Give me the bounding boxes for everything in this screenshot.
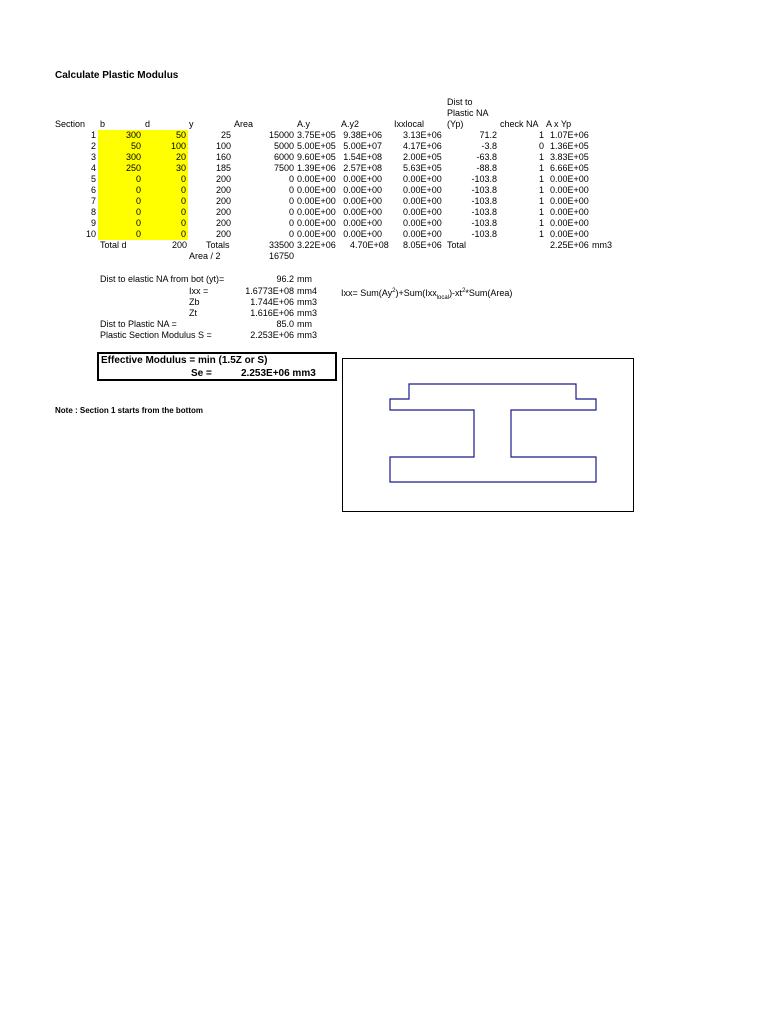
total-area: 33500 bbox=[268, 240, 294, 250]
cell-ay: 3.75E+05 bbox=[297, 130, 336, 140]
total-d-label: Total d bbox=[100, 240, 127, 250]
cell-check-na: 1 bbox=[538, 207, 544, 217]
plastic-modulus-label: Plastic Section Modulus S = bbox=[100, 330, 212, 340]
cell-d[interactable]: 0 bbox=[143, 229, 188, 240]
cell-section: 5 bbox=[90, 174, 96, 184]
cell-d[interactable]: 20 bbox=[143, 152, 188, 163]
ixx-unit: mm4 bbox=[297, 286, 317, 296]
cell-yp: -3.8 bbox=[481, 141, 497, 151]
zb-unit: mm3 bbox=[297, 297, 317, 307]
cell-b[interactable]: 300 bbox=[98, 130, 143, 141]
cell-area: 15000 bbox=[268, 130, 294, 140]
table-row bbox=[0, 152, 768, 163]
table-row bbox=[0, 185, 768, 196]
cell-check-na: 1 bbox=[538, 218, 544, 228]
cell-ay2: 0.00E+00 bbox=[343, 218, 382, 228]
cell-ay2: 0.00E+00 bbox=[343, 196, 382, 206]
cell-section: 9 bbox=[90, 218, 96, 228]
half-area-value: 16750 bbox=[268, 251, 294, 261]
cell-ixxlocal: 0.00E+00 bbox=[403, 185, 442, 195]
cell-check-na: 1 bbox=[538, 152, 544, 162]
cell-y: 200 bbox=[215, 207, 231, 217]
half-area-label: Area / 2 bbox=[189, 251, 221, 261]
cross-section-diagram bbox=[342, 358, 634, 512]
table-row bbox=[0, 207, 768, 218]
yt-unit: mm bbox=[297, 274, 312, 284]
cell-a-x-yp: 0.00E+00 bbox=[550, 207, 589, 217]
cell-y: 200 bbox=[215, 174, 231, 184]
cell-area: 0 bbox=[288, 174, 294, 184]
cell-area: 0 bbox=[288, 229, 294, 239]
cell-ixxlocal: 0.00E+00 bbox=[403, 196, 442, 206]
cell-ay: 0.00E+00 bbox=[297, 174, 336, 184]
cell-d[interactable]: 100 bbox=[143, 141, 188, 152]
diagram-frame bbox=[343, 359, 634, 512]
ixx-label: Ixx = bbox=[189, 286, 209, 296]
cell-area: 0 bbox=[288, 207, 294, 217]
cell-y: 160 bbox=[215, 152, 231, 162]
cell-ixxlocal: 2.00E+05 bbox=[403, 152, 442, 162]
cell-ay2: 2.57E+08 bbox=[343, 163, 382, 173]
cell-a-x-yp: 0.00E+00 bbox=[550, 196, 589, 206]
total-d-value: 200 bbox=[171, 240, 187, 250]
cell-check-na: 1 bbox=[538, 229, 544, 239]
cell-a-x-yp: 3.83E+05 bbox=[550, 152, 589, 162]
cell-b[interactable]: 0 bbox=[98, 196, 143, 207]
cell-yp: -103.8 bbox=[471, 174, 497, 184]
cell-ay2: 9.38E+06 bbox=[343, 130, 382, 140]
cell-check-na: 1 bbox=[538, 130, 544, 140]
cell-yp: 71.2 bbox=[479, 130, 497, 140]
cell-y: 200 bbox=[215, 229, 231, 239]
cell-ixxlocal: 5.63E+05 bbox=[403, 163, 442, 173]
cell-b[interactable]: 0 bbox=[98, 174, 143, 185]
header-y: y bbox=[189, 119, 194, 129]
total-a-x-yp-unit: mm3 bbox=[592, 240, 612, 250]
ixx-value: 1.6773E+08 bbox=[245, 286, 294, 296]
cell-y: 25 bbox=[220, 130, 231, 140]
cell-ixxlocal: 4.17E+06 bbox=[403, 141, 442, 151]
cell-section: 3 bbox=[90, 152, 96, 162]
cell-yp: -103.8 bbox=[471, 196, 497, 206]
note-text: Note : Section 1 starts from the bottom bbox=[55, 406, 204, 415]
cell-yp: -63.8 bbox=[476, 152, 497, 162]
cell-ay: 0.00E+00 bbox=[297, 218, 336, 228]
cell-ixxlocal: 0.00E+00 bbox=[403, 218, 442, 228]
cell-ay: 9.60E+05 bbox=[297, 152, 336, 162]
plastic-modulus-unit: mm3 bbox=[297, 330, 317, 340]
cell-d[interactable]: 0 bbox=[143, 174, 188, 185]
cell-y: 200 bbox=[215, 218, 231, 228]
yt-value: 96.2 bbox=[276, 274, 294, 284]
table-row bbox=[0, 174, 768, 185]
cell-ixxlocal: 0.00E+00 bbox=[403, 174, 442, 184]
effective-modulus-box bbox=[97, 352, 337, 381]
zb-value: 1.744E+06 bbox=[250, 297, 294, 307]
totals-label: Totals bbox=[206, 240, 230, 250]
cell-a-x-yp: 0.00E+00 bbox=[550, 218, 589, 228]
cell-y: 100 bbox=[215, 141, 231, 151]
total-ay: 3.22E+06 bbox=[297, 240, 336, 250]
zt-unit: mm3 bbox=[297, 308, 317, 318]
plastic-modulus-value: 2.253E+06 bbox=[250, 330, 294, 340]
cell-d[interactable]: 30 bbox=[143, 163, 188, 174]
cell-section: 6 bbox=[90, 185, 96, 195]
cell-ay: 0.00E+00 bbox=[297, 185, 336, 195]
cell-check-na: 0 bbox=[538, 141, 544, 151]
cell-d[interactable]: 0 bbox=[143, 207, 188, 218]
cell-y: 200 bbox=[215, 196, 231, 206]
cell-ay: 1.39E+06 bbox=[297, 163, 336, 173]
cell-b[interactable]: 250 bbox=[98, 163, 143, 174]
cell-yp: -103.8 bbox=[471, 207, 497, 217]
cell-yp: -103.8 bbox=[471, 218, 497, 228]
cell-y: 200 bbox=[215, 185, 231, 195]
header-ixxlocal: Ixxlocal bbox=[394, 119, 425, 129]
cell-ay2: 0.00E+00 bbox=[343, 174, 382, 184]
cell-area: 7500 bbox=[273, 163, 294, 173]
cell-d[interactable]: 0 bbox=[143, 218, 188, 229]
cell-section: 8 bbox=[90, 207, 96, 217]
cell-check-na: 1 bbox=[538, 196, 544, 206]
cell-b[interactable]: 0 bbox=[98, 229, 143, 240]
cell-b[interactable]: 300 bbox=[98, 152, 143, 163]
cell-check-na: 1 bbox=[538, 174, 544, 184]
cell-a-x-yp: 0.00E+00 bbox=[550, 174, 589, 184]
cell-check-na: 1 bbox=[538, 185, 544, 195]
cell-area: 5000 bbox=[273, 141, 294, 151]
cell-ay: 0.00E+00 bbox=[297, 207, 336, 217]
effective-modulus-formula: Effective Modulus = min (1.5Z or S) bbox=[101, 355, 268, 366]
cell-d[interactable]: 0 bbox=[143, 196, 188, 207]
cell-a-x-yp: 0.00E+00 bbox=[550, 229, 589, 239]
cell-area: 6000 bbox=[273, 152, 294, 162]
table-row bbox=[0, 141, 768, 152]
cell-ay2: 0.00E+00 bbox=[343, 229, 382, 239]
cell-ixxlocal: 0.00E+00 bbox=[403, 229, 442, 239]
plastic-na-label: Dist to Plastic NA = bbox=[100, 319, 177, 329]
header-section: Section bbox=[55, 119, 86, 129]
cell-b[interactable]: 0 bbox=[98, 207, 143, 218]
table-row bbox=[0, 196, 768, 207]
cell-b[interactable]: 0 bbox=[98, 218, 143, 229]
total-a-x-yp: 2.25E+06 bbox=[550, 240, 589, 250]
cell-a-x-yp: 1.36E+05 bbox=[550, 141, 589, 151]
header-b: b bbox=[100, 119, 106, 129]
cell-section: 4 bbox=[90, 163, 96, 173]
cell-yp: -88.8 bbox=[476, 163, 497, 173]
header-ay: A.y bbox=[297, 119, 311, 129]
se-label: Se = bbox=[191, 368, 212, 379]
cell-yp: -103.8 bbox=[471, 229, 497, 239]
cell-y: 185 bbox=[215, 163, 231, 173]
total-ay2: 4.70E+08 bbox=[350, 240, 389, 250]
cell-section: 10 bbox=[85, 229, 96, 239]
cell-ay2: 0.00E+00 bbox=[343, 207, 382, 217]
total-ixx: 8.05E+06 bbox=[403, 240, 442, 250]
zt-label: Zt bbox=[189, 308, 197, 318]
cell-section: 2 bbox=[90, 141, 96, 151]
plastic-na-value: 85.0 bbox=[276, 319, 294, 329]
cell-b[interactable]: 0 bbox=[98, 185, 143, 196]
cell-area: 0 bbox=[288, 218, 294, 228]
cell-ay2: 1.54E+08 bbox=[343, 152, 382, 162]
cell-ay: 0.00E+00 bbox=[297, 196, 336, 206]
header-area: Area bbox=[234, 119, 254, 129]
se-value: 2.253E+06 mm3 bbox=[241, 368, 316, 379]
zb-label: Zb bbox=[189, 297, 200, 307]
cell-yp: -103.8 bbox=[471, 185, 497, 195]
cell-ay2: 0.00E+00 bbox=[343, 185, 382, 195]
cell-b[interactable]: 50 bbox=[98, 141, 143, 152]
cell-section: 7 bbox=[90, 196, 96, 206]
header-dist-line3: (Yp) bbox=[447, 119, 464, 129]
page-title: Calculate Plastic Modulus bbox=[55, 70, 179, 81]
cell-ixxlocal: 0.00E+00 bbox=[403, 207, 442, 217]
total-label: Total bbox=[447, 240, 467, 250]
cell-a-x-yp: 0.00E+00 bbox=[550, 185, 589, 195]
zt-value: 1.616E+06 bbox=[250, 308, 294, 318]
ixx-formula: $Ixx= Sum(Ay^2)+Sum(Ixx_{local})-xt^2*Sum(Area)$ bbox=[341, 288, 513, 301]
cell-check-na: 1 bbox=[538, 163, 544, 173]
cell-d[interactable]: 0 bbox=[143, 185, 188, 196]
header-check-na: check NA bbox=[500, 119, 539, 129]
cell-area: 0 bbox=[288, 196, 294, 206]
table-row bbox=[0, 130, 768, 141]
header-dist-line2: Plastic NA bbox=[447, 108, 489, 118]
cell-a-x-yp: 1.07E+06 bbox=[550, 130, 589, 140]
table-row bbox=[0, 163, 768, 174]
header-ay2: A.y2 bbox=[341, 119, 360, 129]
cell-area: 0 bbox=[288, 185, 294, 195]
cell-ay: 5.00E+05 bbox=[297, 141, 336, 151]
cell-a-x-yp: 6.66E+05 bbox=[550, 163, 589, 173]
cell-d[interactable]: 50 bbox=[143, 130, 188, 141]
table-row bbox=[0, 229, 768, 240]
plastic-na-unit: mm bbox=[297, 319, 312, 329]
yt-label: Dist to elastic NA from bot (yt)= bbox=[100, 274, 225, 284]
table-row bbox=[0, 218, 768, 229]
header-a-x-yp: A x Yp bbox=[546, 119, 572, 129]
header-d: d bbox=[145, 119, 151, 129]
cell-section: 1 bbox=[90, 130, 96, 140]
cell-ixxlocal: 3.13E+06 bbox=[403, 130, 442, 140]
header-dist-line1: Dist to bbox=[447, 97, 473, 107]
cell-ay2: 5.00E+07 bbox=[343, 141, 382, 151]
cell-ay: 0.00E+00 bbox=[297, 229, 336, 239]
